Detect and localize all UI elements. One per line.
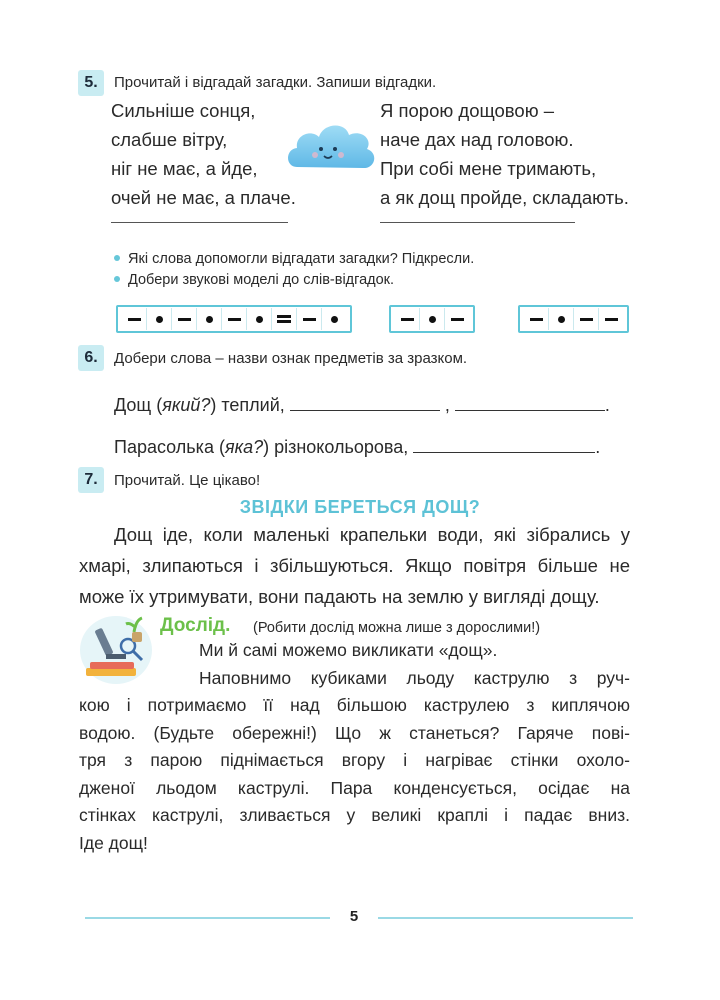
sound-cell — [395, 308, 419, 330]
experiment-line: Наповнимо кубиками льоду каструлю з руч- — [199, 667, 630, 688]
consonant-dash-icon — [303, 318, 316, 321]
task6-line-1 — [114, 394, 610, 416]
experiment-text — [79, 640, 630, 860]
task5-instruction: Прочитай і відгадай загадки. Запиши відгадки. — [114, 74, 437, 91]
bullet-2 — [114, 272, 394, 288]
cloud-icon — [283, 115, 379, 177]
riddle-2-line: а як дощ пройде, складають. — [380, 187, 629, 208]
blank-field[interactable] — [290, 394, 440, 411]
sound-cell — [598, 308, 623, 330]
vowel-dot-icon — [256, 316, 263, 323]
riddle-1-line: слабше вітру, — [111, 129, 228, 150]
text: ) теплий, — [210, 395, 285, 415]
answer-line-1[interactable] — [111, 222, 288, 223]
sound-cell — [271, 308, 296, 330]
vowel-dot-icon — [331, 316, 338, 323]
consonant-dash-icon — [128, 318, 141, 321]
text: Дощ ( — [114, 395, 163, 415]
paragraph-line: хмарі, злипаються і збільшуються. Якщо повітря більше не — [79, 555, 630, 576]
sound-cell — [122, 308, 146, 330]
answer-line-2[interactable] — [380, 222, 575, 223]
footer-divider-right — [378, 917, 633, 919]
blank-field[interactable] — [413, 436, 595, 453]
bullet-text: Які слова допомогли відгадати загадки? Підкресли. — [128, 251, 475, 267]
bullet-dot-icon — [114, 255, 120, 261]
consonant-dash-icon — [530, 318, 543, 321]
experiment-line: Ми й самі можемо викликати «дощ». — [199, 640, 498, 660]
comma: , — [444, 395, 450, 415]
experiment-line: кою і потримаємо її над більшою каструлею з киплячою — [79, 695, 630, 715]
bullet-text: Добери звукові моделі до слів-відгадок. — [128, 272, 395, 288]
consonant-dash-icon — [401, 318, 414, 321]
article-paragraph — [79, 524, 630, 617]
bullet-1 — [114, 251, 474, 267]
experiment-line: стінках каструлі, зливається у великі краплі і падає вниз. — [79, 805, 630, 825]
task-number-5: 5. — [78, 70, 104, 96]
riddle-1-line: очей не має, а плаче. — [111, 187, 296, 208]
sound-cell — [573, 308, 598, 330]
riddle-1-line: ніг не має, а йде, — [111, 158, 258, 179]
page-number: 5 — [349, 908, 359, 925]
task-number-6: 6. — [78, 345, 104, 371]
vowel-dot-icon — [558, 316, 565, 323]
sound-model-2[interactable] — [389, 305, 475, 333]
question: яка? — [224, 437, 264, 457]
vowel-dot-icon — [206, 316, 213, 323]
task6-line-2 — [114, 436, 600, 458]
riddle-2-line: При собі мене тримають, — [380, 158, 597, 179]
blank-field[interactable] — [455, 394, 605, 411]
sound-cell — [246, 308, 271, 330]
period: . — [595, 437, 601, 457]
sound-cell — [196, 308, 221, 330]
sound-cell — [221, 308, 246, 330]
task-number-7: 7. — [78, 467, 104, 493]
sound-cell — [419, 308, 444, 330]
bullet-dot-icon — [114, 276, 120, 282]
question: який? — [162, 395, 211, 415]
text: Парасолька ( — [114, 437, 225, 457]
riddle-2-line: Я порою дощовою – — [380, 100, 554, 121]
sound-model-3[interactable] — [518, 305, 629, 333]
text: ) різнокольорова, — [263, 437, 409, 457]
footer-divider-left — [85, 917, 330, 919]
double-dash-icon — [277, 315, 291, 323]
paragraph-line: може їх утримувати, вони падають на землю у вигляді дощу. — [79, 586, 600, 607]
sound-cell — [444, 308, 469, 330]
experiment-line: дженої льодом каструлі. Пара конденсується, осідає на — [79, 777, 630, 798]
experiment-label: Дослід. — [160, 615, 231, 636]
consonant-dash-icon — [228, 318, 241, 321]
consonant-dash-icon — [451, 318, 464, 321]
sound-model-1[interactable] — [116, 305, 352, 333]
sound-cell — [146, 308, 171, 330]
experiment-line: тря з парою піднімається вгору і нагріває стінки охоло- — [79, 750, 630, 770]
article-title: ЗВІДКИ БЕРЕТЬСЯ ДОЩ? — [239, 497, 481, 517]
experiment-note: (Робити дослід можна лише з дорослими!) — [253, 620, 541, 636]
riddle-1-line: Сильніше сонця, — [111, 100, 256, 121]
riddle-2-line: наче дах над головою. — [380, 129, 574, 150]
experiment-line: водою. (Будьте обережні!) Що ж станеться? Гаряче пові- — [79, 722, 630, 743]
consonant-dash-icon — [178, 318, 191, 321]
sound-cell — [296, 308, 321, 330]
task6-instruction: Добери слова – назви ознак предметів за зразком. — [114, 350, 468, 367]
paragraph-line: Дощ іде, коли маленькі крапельки води, які зібрались у — [114, 524, 630, 545]
sound-cell — [524, 308, 548, 330]
period: . — [604, 395, 610, 415]
sound-cell — [548, 308, 573, 330]
sound-cell — [321, 308, 346, 330]
riddle-1 — [111, 96, 296, 212]
vowel-dot-icon — [429, 316, 436, 323]
riddle-2 — [380, 96, 629, 212]
consonant-dash-icon — [605, 318, 618, 321]
sound-cell — [171, 308, 196, 330]
vowel-dot-icon — [156, 316, 163, 323]
experiment-line: Іде дощ! — [79, 832, 148, 853]
consonant-dash-icon — [580, 318, 593, 321]
task7-instruction: Прочитай. Це цікаво! — [114, 472, 261, 489]
